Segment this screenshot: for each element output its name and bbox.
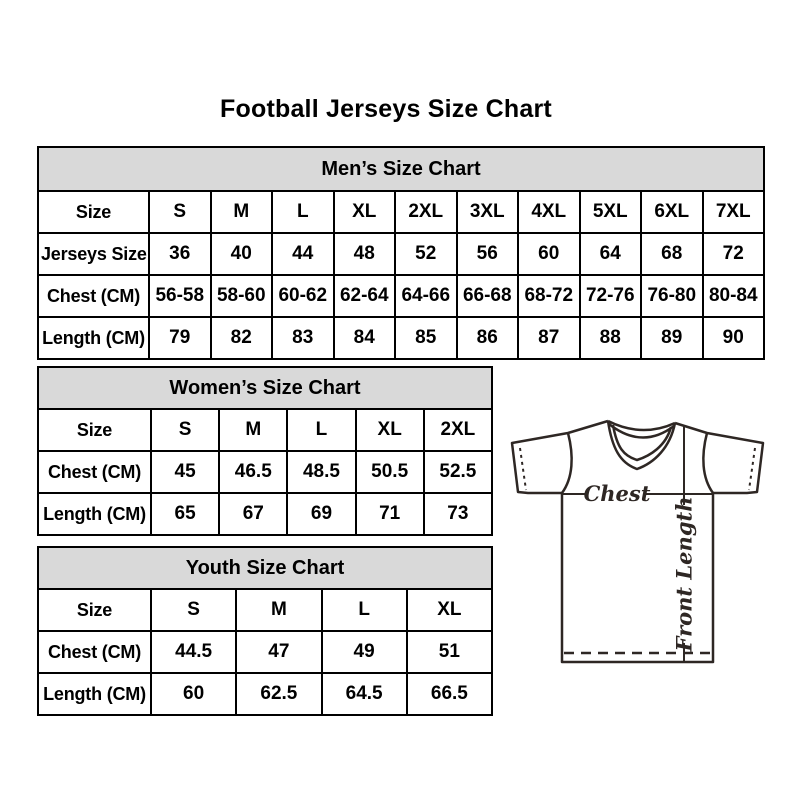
size-value-cell: 64	[580, 233, 642, 275]
size-value-cell: 82	[211, 317, 273, 359]
size-value-cell: 62.5	[236, 673, 321, 715]
size-value-cell: 60	[151, 673, 236, 715]
table-row	[38, 191, 764, 233]
size-value-cell: 87	[518, 317, 580, 359]
size-value-cell: 89	[641, 317, 703, 359]
youth-size-chart-table	[37, 546, 493, 716]
size-value-cell: L	[322, 589, 407, 631]
size-value-cell: S	[149, 191, 211, 233]
front-length-label: Front Length	[671, 496, 697, 652]
size-value-cell: 4XL	[518, 191, 580, 233]
size-value-cell: S	[151, 409, 219, 451]
size-value-cell: M	[211, 191, 273, 233]
size-value-cell: 76-80	[641, 275, 703, 317]
size-value-cell: 80-84	[703, 275, 765, 317]
size-value-cell: 7XL	[703, 191, 765, 233]
womens-table-title: Women’s Size Chart	[38, 367, 492, 409]
size-value-cell: 58-60	[211, 275, 273, 317]
table-header-row	[38, 547, 492, 589]
size-value-cell: 52.5	[424, 451, 492, 493]
size-value-cell: 71	[356, 493, 424, 535]
row-label-cell: Size	[38, 191, 149, 233]
size-value-cell: 5XL	[580, 191, 642, 233]
table-row	[38, 631, 492, 673]
size-value-cell: 68-72	[518, 275, 580, 317]
row-label-cell: Length (CM)	[38, 317, 149, 359]
row-label-cell: Chest (CM)	[38, 275, 149, 317]
size-value-cell: 69	[287, 493, 355, 535]
size-value-cell: 52	[395, 233, 457, 275]
jersey-diagram-svg	[500, 408, 770, 668]
mens-table-title: Men’s Size Chart	[38, 147, 764, 191]
size-value-cell: 50.5	[356, 451, 424, 493]
row-label-cell: Length (CM)	[38, 673, 151, 715]
size-value-cell: XL	[356, 409, 424, 451]
table-row	[38, 589, 492, 631]
size-value-cell: 46.5	[219, 451, 287, 493]
size-value-cell: 2XL	[424, 409, 492, 451]
table-row	[38, 493, 492, 535]
size-value-cell: 83	[272, 317, 334, 359]
size-value-cell: 60-62	[272, 275, 334, 317]
size-value-cell: 67	[219, 493, 287, 535]
row-label-cell: Size	[38, 409, 151, 451]
size-value-cell: 2XL	[395, 191, 457, 233]
size-value-cell: XL	[334, 191, 396, 233]
size-value-cell: 49	[322, 631, 407, 673]
size-value-cell: 68	[641, 233, 703, 275]
size-value-cell: L	[287, 409, 355, 451]
table-row	[38, 409, 492, 451]
size-value-cell: 51	[407, 631, 492, 673]
jersey-measurement-diagram	[500, 408, 770, 668]
size-value-cell: 44.5	[151, 631, 236, 673]
size-value-cell: M	[219, 409, 287, 451]
youth-table-title: Youth Size Chart	[38, 547, 492, 589]
table-header-row	[38, 147, 764, 191]
table-row	[38, 233, 764, 275]
size-value-cell: 85	[395, 317, 457, 359]
size-value-cell: 79	[149, 317, 211, 359]
size-value-cell: 73	[424, 493, 492, 535]
table-row	[38, 317, 764, 359]
row-label-cell: Jerseys Size	[38, 233, 149, 275]
mens-size-chart-table	[37, 146, 765, 360]
size-value-cell: 44	[272, 233, 334, 275]
size-value-cell: 90	[703, 317, 765, 359]
size-value-cell: 36	[149, 233, 211, 275]
size-value-cell: 6XL	[641, 191, 703, 233]
size-value-cell: 3XL	[457, 191, 519, 233]
size-value-cell: S	[151, 589, 236, 631]
table-row	[38, 673, 492, 715]
size-value-cell: 64.5	[322, 673, 407, 715]
size-value-cell: 66.5	[407, 673, 492, 715]
size-value-cell: 84	[334, 317, 396, 359]
size-value-cell: 62-64	[334, 275, 396, 317]
size-value-cell: L	[272, 191, 334, 233]
jersey-outline	[512, 421, 763, 662]
size-value-cell: 48.5	[287, 451, 355, 493]
size-value-cell: 47	[236, 631, 321, 673]
womens-size-chart-table	[37, 366, 493, 536]
size-value-cell: 66-68	[457, 275, 519, 317]
row-label-cell: Size	[38, 589, 151, 631]
size-value-cell: 88	[580, 317, 642, 359]
size-value-cell: M	[236, 589, 321, 631]
size-value-cell: 45	[151, 451, 219, 493]
size-value-cell: 48	[334, 233, 396, 275]
size-value-cell: 40	[211, 233, 273, 275]
size-value-cell: 65	[151, 493, 219, 535]
chest-label: Chest	[583, 481, 651, 506]
table-header-row	[38, 367, 492, 409]
size-value-cell: 86	[457, 317, 519, 359]
size-value-cell: 64-66	[395, 275, 457, 317]
size-value-cell: 72	[703, 233, 765, 275]
page-title: Football Jerseys Size Chart	[220, 95, 552, 123]
size-value-cell: 60	[518, 233, 580, 275]
size-value-cell: 72-76	[580, 275, 642, 317]
row-label-cell: Chest (CM)	[38, 451, 151, 493]
table-row	[38, 451, 492, 493]
row-label-cell: Length (CM)	[38, 493, 151, 535]
row-label-cell: Chest (CM)	[38, 631, 151, 673]
table-row	[38, 275, 764, 317]
size-value-cell: 56	[457, 233, 519, 275]
size-value-cell: 56-58	[149, 275, 211, 317]
size-value-cell: XL	[407, 589, 492, 631]
